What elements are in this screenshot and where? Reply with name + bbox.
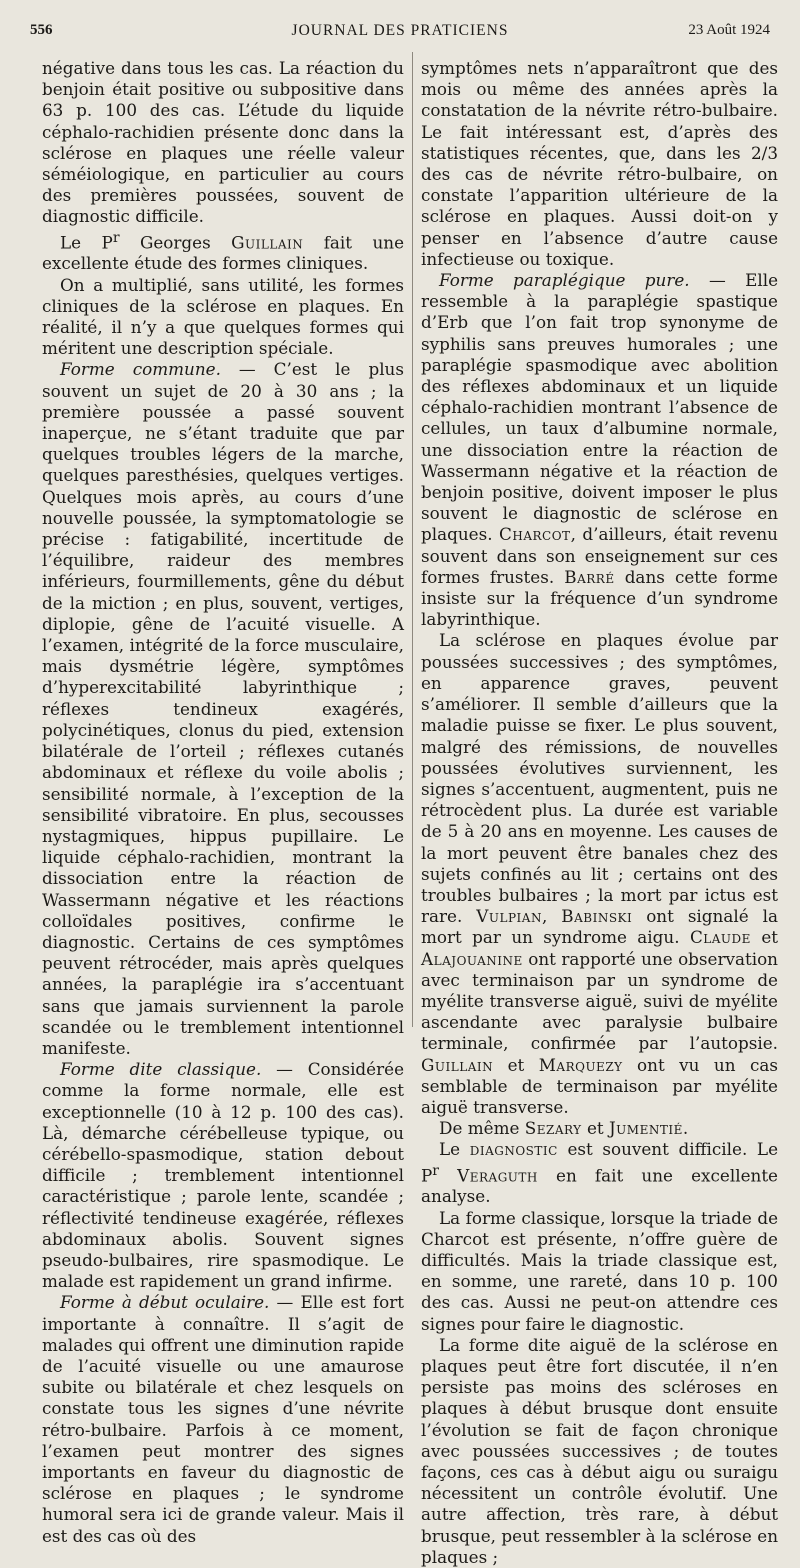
text-run: , d’ailleurs, était revenu souvent dans son enseignement sur ces formes frustes. [421, 524, 778, 587]
superscript: r [432, 1162, 439, 1179]
left-column [42, 58, 404, 1547]
text-run: . [682, 1118, 689, 1139]
text-run: — C’est le plus souvent un sujet de 20 à 30 ans ; la première poussée a passé souvent inaperçue, ne s’étant traduite que par quelques troubles légers de la marche, quelques paresthésies, quelques vertiges. Quelques mois après, au cours d’une nouvelle poussée, la symptomatologie se précise : fatigabilité, incertitude de l’équilibre, raideur des membres inférieurs, fourmillements, gêne du début de la miction ; en plus, souvent, vertiges, diplopie, gêne de l’acuité visuelle. A l’examen, intégrité de la force musculaire, mais dysmétrie légère, symptômes d’hyperexcitabilité labyrinthique ; réflexes tendineux exagérés, polycinétiques, clonus du pied, extension bilatérale de l’orteil ; réflexes cutanés abdominaux et réflexe du voile abolis ; sensibilité normale, à l’exception de la sensibilité vibratoire. En plus, secousses nystagmiques, hippus pupillaire. Le liquide céphalo-rachidien, montrant la dissociation entre la réaction de Wassermann négative et les réactions colloïdales positives, confirme le diagnostic. Certains de ces symptômes peuvent rétrocéder, mais après quelques années, la paraplégie ira s’accentuant sans que jamais surviennent la parole scandée ou le tremblement intentionnel manifeste. [42, 359, 404, 1058]
text-run: La sclérose en plaques évolue par poussées successives ; des symptômes, en apparence graves, peuvent s’améliorer. Il semble d’ailleurs que la maladie puisse se fixer. Le plus souvent, malgré des rémissions, de nouvelles poussées évolutives surviennent, les signes s’accentuent, augmentent, puis ne rétrocèdent plus. La durée est variable de 5 à 20 ans en moyenne. Les causes de la mort peuvent être banales chez des sujets confinés au lit ; certains ont des troubles bulbaires ; la mort par ictus est rare. [421, 630, 778, 927]
paragraph: négative dans tous les cas. La réaction du benjoin était positive ou subpositive dans 63 p. 100 des cas. L’étude du liquide céphalo-rachidien présente donc dans la sclérose en plaques une réelle valeur séméiologique, en particulier au cours des premières poussées, souvent de diagnostic difficile. [42, 58, 404, 227]
text-run: et [493, 1054, 539, 1075]
section-title: Forme à début oculaire. [60, 1292, 270, 1313]
column-divider [412, 52, 413, 1027]
section-title: Forme paraplégique pure. [439, 270, 690, 291]
paragraph [42, 1059, 404, 1292]
paragraph [42, 228, 404, 275]
paragraph [421, 630, 778, 1118]
author-name: Barré [564, 566, 615, 587]
author-name: Charcot [499, 524, 571, 545]
superscript: r [112, 229, 120, 246]
text-run [439, 1165, 457, 1185]
author-name: Alajouanine [421, 948, 523, 969]
text-run: Le P [60, 232, 113, 253]
paragraph [421, 270, 778, 630]
text-run: fait une excellente étude des formes cliniques. [42, 232, 405, 274]
text-run: dans cette forme insiste sur la fréquence d’un syndrome labyrinthique. [421, 566, 778, 630]
text-run: et [750, 927, 778, 948]
author-name: Vulpian [476, 906, 542, 927]
paragraph [42, 359, 404, 1059]
paragraph [421, 1139, 778, 1207]
author-name: Guillain [231, 232, 304, 253]
author-name: Sezary [524, 1118, 582, 1139]
text-run: Le [439, 1139, 470, 1160]
text-run: De même [439, 1118, 525, 1139]
paragraph [421, 1118, 778, 1139]
section-title: Forme commune. [60, 359, 221, 380]
section-title: Forme dite classique. [60, 1059, 262, 1080]
author-name: Claude [689, 927, 751, 948]
text-run: — Elle est fort importante à connaître. Il s’agit de malades qui offrent une diminution rapide de l’acuité visuelle ou une amaurose subite ou bilatérale et chez lesquels on constate tous les signes d’une névrite rétro-bulbaire. Parfois à ce moment, l’examen peut montrer des signes importants en faveur du diagnostic de sclérose en plaques ; le syndrome humoral sera ici de grande valeur. Mais il est des cas où des [42, 1292, 404, 1546]
text-run: et [581, 1118, 609, 1139]
running-header [0, 0, 800, 48]
text-run: — Considérée comme la forme normale, elle est exceptionnelle (10 à 12 p. 100 des cas). Là, démarche cérébelleuse typique, ou cérébello-spasmodique, station debout difficile ; tremblement intentionnel caractéristique ; parole lente, scandée ; réflectivité tendineuse exagérée, réflexes abdominaux abolis. Souvent signes pseudo-bulbaires, rire spasmodique. Le malade est rapidement un grand infirme. [42, 1059, 404, 1292]
page-number: 556 [30, 22, 53, 38]
author-name: Marquezy [538, 1054, 623, 1075]
issue-date: 23 Août 1924 [688, 22, 770, 38]
text-run: ont vu un cas semblable de terminaison par myélite aiguë transverse. [421, 1054, 778, 1117]
author-name: Jumentié [608, 1118, 683, 1139]
text-run: en fait une excellente analyse. [421, 1165, 778, 1207]
author-name: Guillain [421, 1054, 494, 1075]
text-run: , [541, 906, 562, 927]
paragraph [42, 1292, 404, 1546]
paragraph: La forme dite aiguë de la sclérose en plaques peut être fort discutée, il n’en persiste pas moins des scléroses en plaques à début brusque dont ensuite l’évolution se fait de façon chronique avec poussées successives ; de toutes façons, ces cas à début aigu ou suraigu nécessitent un contrôle évolutif. Une autre affection, très rare, à début brusque, peut ressembler à la sclérose en plaques ; [421, 1334, 778, 1567]
paragraph: La forme classique, lorsque la triade de Charcot est présente, n’offre guère de difficultés. Mais la triade classique est, en somme, une rareté, dans 10 p. 100 des cas. Aussi ne peut-on attendre ces signes pour faire le diagnostic. [421, 1207, 778, 1334]
right-column [421, 58, 778, 1568]
text-run: — Elle ressemble à la paraplégie spastique d’Erb que l’on fait trop synonyme de syphilis sans preuves humorales ; une paraplégie spasmodique avec abolition des réflexes abdominaux et un liquide céphalo-rachidien montrant l’absence de cellules, un taux d’albumine normale, une dissociation entre la réaction de Wassermann négative et la réaction de benjoin positive, doivent imposer le plus souvent le diagnostic de sclérose en plaques. [421, 270, 778, 545]
section-term: diagnostic [469, 1139, 558, 1160]
paragraph: symptômes nets n’apparaîtront que des mois ou même des années après la constatation de la névrite rétro-bulbaire. Le fait intéressant est, d’après des statistiques récentes, que, dans les 2/3 des cas de névrite rétro-bulbaire, on constate l’apparition ultérieure de la sclérose en plaques. Aussi doit-on y penser en l’absence d’autre cause infectieuse ou toxique. [421, 58, 778, 269]
paragraph: On a multiplié, sans utilité, les formes cliniques de la sclérose en plaques. En réalité, il n’y a que quelques formes qui méritent une description spéciale. [42, 274, 404, 359]
text-run: ont rapporté une observation avec terminaison par un syndrome de myélite transverse aiguë, suivi de myélite ascendante avec paralysie bulbaire terminale, confirmée par l’autopsie. [421, 948, 778, 1054]
text-run: est souvent difficile. Le P [421, 1139, 778, 1186]
text-run: ont signalé la mort par un syndrome aigu. [421, 906, 778, 948]
author-name: Veraguth [457, 1165, 538, 1186]
journal-title: JOURNAL DES PRATICIENS [291, 22, 509, 39]
author-name: Babinski [561, 906, 633, 927]
text-run: Georges [119, 232, 232, 253]
